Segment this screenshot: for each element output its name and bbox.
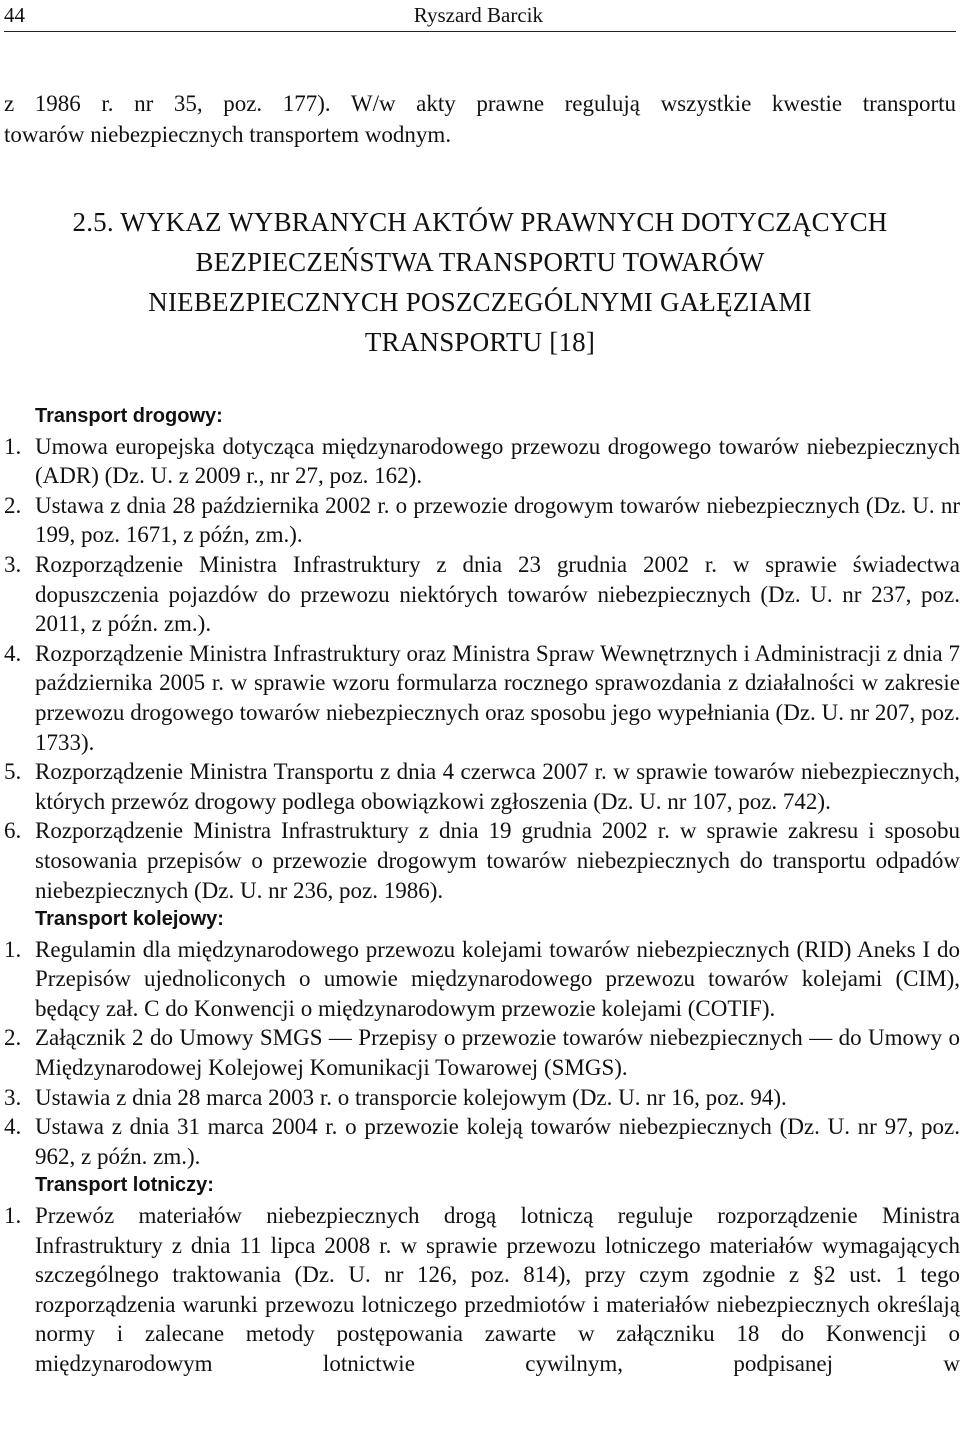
list-item: [4, 1201, 960, 1379]
running-header-author: Ryszard Barcik: [413, 3, 543, 27]
item-text: Ustawia z dnia 28 marca 2003 r. o transporcie kolejowym (Dz. U. nr 16, poz. 94).: [35, 1084, 787, 1110]
item-number: 3.: [4, 551, 22, 577]
page-number: 44: [4, 3, 25, 27]
list-item: [4, 639, 960, 757]
section-rail: [4, 905, 960, 1171]
list-item: [4, 757, 960, 816]
list-item: [4, 1023, 960, 1082]
list-item: [4, 550, 960, 639]
header-rule: [4, 31, 956, 32]
section-heading: [4, 202, 956, 362]
item-text: Przewóz materiałów niebezpiecznych drogą lotniczą reguluje rozporządzenie Ministra Infrastruktury z dnia 11 lipca 2008 r. w sprawie przewozu lotniczego materiałów wymagających szczególnego traktowania (Dz. U. nr 126, poz. 814), przy czym zgodnie z §2 ust. 1 tego rozporządzenia warunki przewozu lotniczego przedmiotów i materiałów niebezpiecznych określają normy i zalecane metody postępowania zawarte w załączniku 18 do Konwencji o międzynarodowym lotnictwie cywilnym, podpisanej w: [35, 1203, 960, 1376]
item-number: 2.: [4, 492, 22, 518]
running-header: [4, 0, 956, 32]
list-item: [4, 432, 960, 491]
list-item: [4, 1112, 960, 1171]
section-road: [4, 402, 960, 905]
list-item: [4, 935, 960, 1024]
item-text: Regulamin dla międzynarodowego przewozu kolejami towarów niebezpiecznych (RID) Aneks I do Przepisów ujednoliconych o umowie międzynarodowego przewozu towarów kolejami (CIM), będący zał. C do Konwencji o międzynarodowym przewozie kolejami (COTIF).: [35, 936, 960, 1021]
item-number: 1.: [4, 1203, 22, 1229]
item-text: Rozporządzenie Ministra Transportu z dnia 4 czerwca 2007 r. w sprawie towarów niebezpiecznych, których przewóz drogowy podlega obowiązkowi zgłoszenia (Dz. U. nr 107, poz. 742).: [35, 759, 960, 814]
item-text: Załącznik 2 do Umowy SMGS — Przepisy o przewozie towarów niebezpiecznych — do Umowy o Międzynarodowej Kolejowej Komunikacji Towarowej (SMGS).: [35, 1025, 960, 1081]
item-number: 1.: [4, 433, 22, 459]
heading-line: BEZPIECZEŃSTWA TRANSPORTU TOWARÓW: [195, 247, 765, 277]
intro-line: towarów niebezpiecznych transportem wodnym.: [4, 122, 452, 147]
item-number: 3.: [4, 1084, 22, 1110]
item-text: Rozporządzenie Ministra Infrastruktury z dnia 19 grudnia 2002 r. w sprawie zakresu i sposobu stosowania przepisów o przewozie drogowym towarów niebezpiecznych do transportu odpadów niebezpiecznych (Dz. U. nr 236, poz. 1986).: [35, 818, 960, 903]
item-number: 4.: [4, 640, 22, 666]
legal-acts-list: [4, 402, 960, 1379]
section-title-air: Transport lotniczy:: [35, 1174, 214, 1197]
item-text: Rozporządzenie Ministra Infrastruktury z dnia 23 grudnia 2002 r. w sprawie świadectwa dopuszczenia pojazdów do przewozu niektórych towarów niebezpiecznych (Dz. U. nr 237, poz. 2011, z późn. zm.).: [35, 551, 960, 637]
item-text: Rozporządzenie Ministra Infrastruktury oraz Ministra Spraw Wewnętrznych i Administracji z dnia 7 października 2005 r. w sprawie wzoru formularza rocznego sprawozdania z działalności w zakresie przewozu drogowego towarów niebezpiecznych oraz sposobu jego wypełniania (Dz. U. nr 207, poz. 1733).: [35, 640, 960, 755]
item-number: 2.: [4, 1025, 22, 1051]
intro-line: z 1986 r. nr 35, poz. 177). W/w akty prawne regulują wszystkie kwestie transportu: [4, 91, 956, 116]
item-number: 4.: [4, 1114, 22, 1140]
heading-line: 2.5. WYKAZ WYBRANYCH AKTÓW PRAWNYCH DOTYCZĄCYCH: [72, 207, 888, 237]
item-number: 5.: [4, 759, 22, 785]
heading-line: NIEBEZPIECZNYCH POSZCZEGÓLNYMI GAŁĘZIAMI: [148, 287, 812, 317]
item-text: Umowa europejska dotycząca międzynarodowego przewozu drogowego towarów niebezpiecznych (ADR) (Dz. U. z 2009 r., nr 27, poz. 162).: [35, 433, 960, 489]
item-number: 1.: [4, 936, 22, 962]
list-item: [4, 491, 960, 550]
section-air: [4, 1171, 960, 1378]
section-title-road: Transport drogowy:: [35, 405, 223, 427]
item-number: 6.: [4, 818, 22, 844]
section-title-rail: Transport kolejowy:: [35, 908, 224, 931]
list-item: [4, 1083, 960, 1113]
heading-line: TRANSPORTU [18]: [364, 327, 596, 357]
item-text: Ustawa z dnia 31 marca 2004 r. o przewozie koleją towarów niebezpiecznych (Dz. U. nr 97, poz. 962, z późn. zm.).: [35, 1114, 960, 1169]
item-text: Ustawa z dnia 28 października 2002 r. o przewozie drogowym towarów niebezpiecznych (Dz. U. nr 199, poz. 1671, z późn, zm.).: [35, 492, 960, 548]
list-item: [4, 816, 960, 905]
intro-paragraph: [4, 88, 956, 150]
